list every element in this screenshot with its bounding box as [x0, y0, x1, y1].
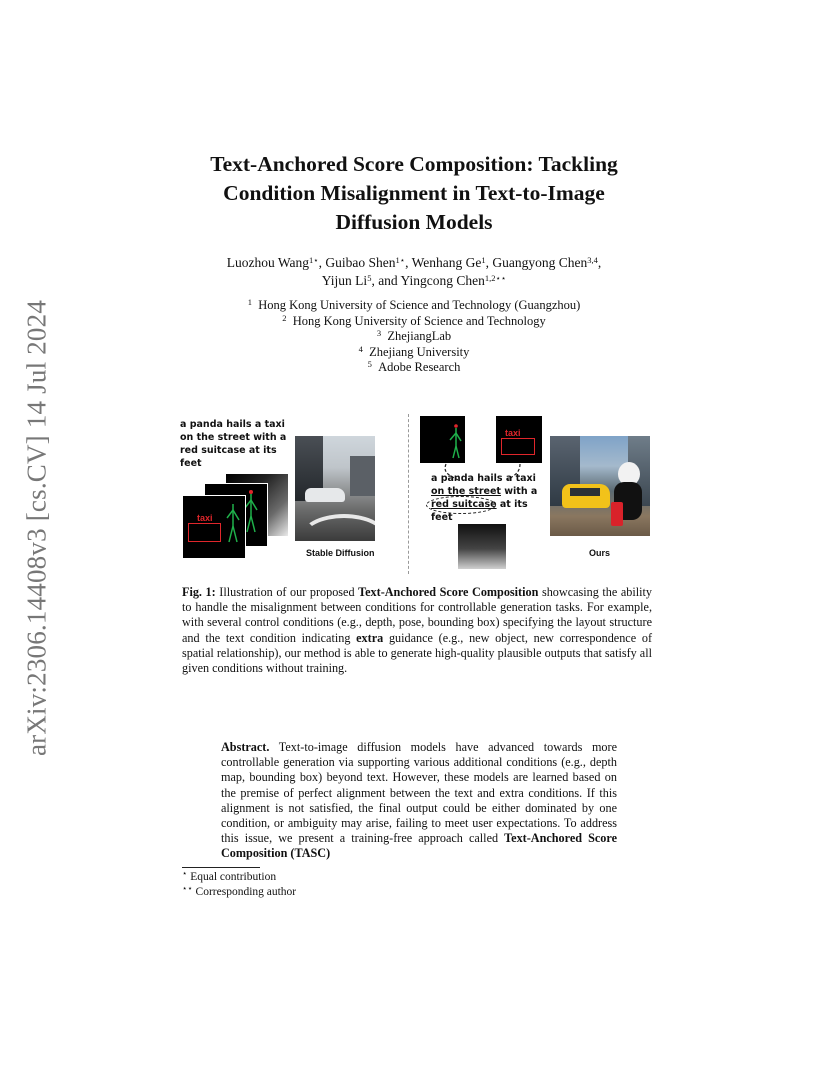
prompt-line: red suitcase at its feet [180, 445, 277, 469]
affil-num: 4 [358, 343, 363, 354]
figure-caption [182, 585, 652, 676]
author: Yijun Li [321, 273, 368, 288]
depth-condition-image-right [458, 524, 506, 569]
caption-label: Fig. 1: [182, 585, 216, 599]
affil-num: 3 [376, 328, 382, 338]
author: , Wenhang Ge [405, 255, 482, 270]
prompt-fragment: with a [500, 486, 538, 497]
title-line-3: Diffusion Models [335, 210, 493, 234]
affil-name: ZhejiangLab [387, 329, 452, 343]
affil-name: Adobe Research [378, 360, 461, 374]
prompt-line: on the street with a [180, 432, 287, 443]
abstract-text: Text-to-image diffusion models have advanced towards more controllable generation via supporting various additional conditions (e.g., depth map, bounding box) beyond text. However, these models are learned based on the premise of perfect alignment between the text and extra conditions. If this alignment is not satisfied, the final output could be either dominated by one condition, or ambiguity may arise, failing to meet user expectations. To address this issue, we present a training-free approach called [221, 740, 617, 846]
author-sup: 1⋆ [395, 255, 406, 265]
stable-diffusion-output-image [295, 436, 375, 541]
footnote-1 [182, 870, 296, 885]
caption-bold: extra [356, 630, 384, 645]
footnote-rule [182, 867, 260, 868]
affiliation-1 [170, 298, 658, 314]
paper-title [170, 150, 658, 237]
affiliation-3 [170, 329, 658, 345]
author-sup: 3,4 [587, 255, 598, 265]
affil-num: 2 [282, 312, 287, 323]
author-sup: 1 [481, 255, 486, 265]
author-sup: 1⋆ [309, 255, 319, 265]
author: Luozhou Wang [226, 255, 310, 270]
caption-text: guidance (e.g., new object, new correspondence of spatial relationship), our method is able to generate high-quality plausible outputs that satisfy all given conditions without training. [182, 630, 652, 676]
prompt-line: a panda hails a taxi [180, 419, 285, 430]
underlined-phrase: red suitcase [431, 499, 497, 510]
author: , Guibao Shen [318, 255, 396, 270]
footnote-text: Equal contribution [187, 871, 277, 883]
author: , and Yingcong Chen [371, 273, 485, 288]
affil-num: 1 [247, 297, 252, 307]
affil-num: 5 [367, 359, 372, 369]
footnotes [182, 870, 296, 899]
author-list [170, 254, 658, 290]
footnote-2 [182, 882, 297, 900]
affil-name: Zhejiang University [369, 344, 470, 359]
caption-text: Illustration of our proposed [215, 585, 359, 599]
arxiv-sidebar [17, 295, 57, 760]
underlined-phrase: on the street [431, 486, 501, 497]
title-line-1: Text-Anchored Score Composition: Tackling [210, 152, 618, 176]
bbox-condition-image [183, 496, 245, 558]
author-sup: 1,2⋆⋆ [484, 273, 507, 283]
affil-name: Hong Kong University of Science and Technology (Guangzhou) [258, 298, 581, 312]
caption-text: showcasing the ability to handle the misalignment between conditions for controllable generation tasks. For example, with several control conditions (e.g., depth, pose, bounding box) specifying the layout structure and the text condition indicating [182, 585, 653, 645]
bbox-condition-image-right [496, 416, 542, 463]
author-line-1 [170, 254, 658, 272]
affiliation-list [170, 298, 658, 376]
footnote-mark: ⋆⋆ [182, 882, 193, 893]
author-line-2 [170, 272, 658, 290]
footnote-mark: ⋆ [182, 868, 188, 878]
figure-divider [408, 414, 409, 574]
bbox-rectangle [501, 438, 535, 455]
abstract-heading: Abstract. [221, 740, 270, 754]
arxiv-id: arXiv:2306.14408v3 [cs.CV] 14 Jul 2024 [21, 299, 52, 756]
dashed-ellipse [426, 496, 496, 514]
label-ours: Ours [589, 548, 611, 558]
affiliation-5 [170, 360, 658, 376]
prompt-text-left [180, 418, 295, 470]
author: , Guangyong Chen [485, 255, 588, 270]
author-sep: , [597, 255, 602, 270]
label-stable-diffusion: Stable Diffusion [306, 548, 375, 558]
author-sup: 5 [367, 273, 372, 283]
figure-1 [178, 412, 650, 577]
pose-condition-image-right [420, 416, 465, 463]
pose-skeleton-icon [183, 496, 245, 558]
ours-output-image [550, 436, 650, 536]
prompt-fragment: at its feet [431, 499, 528, 523]
footnote-text: Corresponding author [192, 885, 297, 898]
affiliation-2 [170, 314, 658, 330]
pose-skeleton-icon [420, 416, 465, 463]
bbox-label: taxi [505, 428, 521, 438]
title-line-2: Condition Misalignment in Text-to-Image [223, 181, 605, 205]
abstract-bold: Text-Anchored Score Composition (TASC) [221, 831, 617, 861]
abstract [221, 740, 617, 862]
affil-name: Hong Kong University of Science and Technology [292, 313, 546, 328]
prompt-line: a panda hails a taxi [431, 473, 536, 484]
affiliation-4 [170, 345, 658, 361]
caption-bold: Text-Anchored Score Composition [358, 585, 539, 599]
bbox-label: taxi [197, 513, 213, 523]
